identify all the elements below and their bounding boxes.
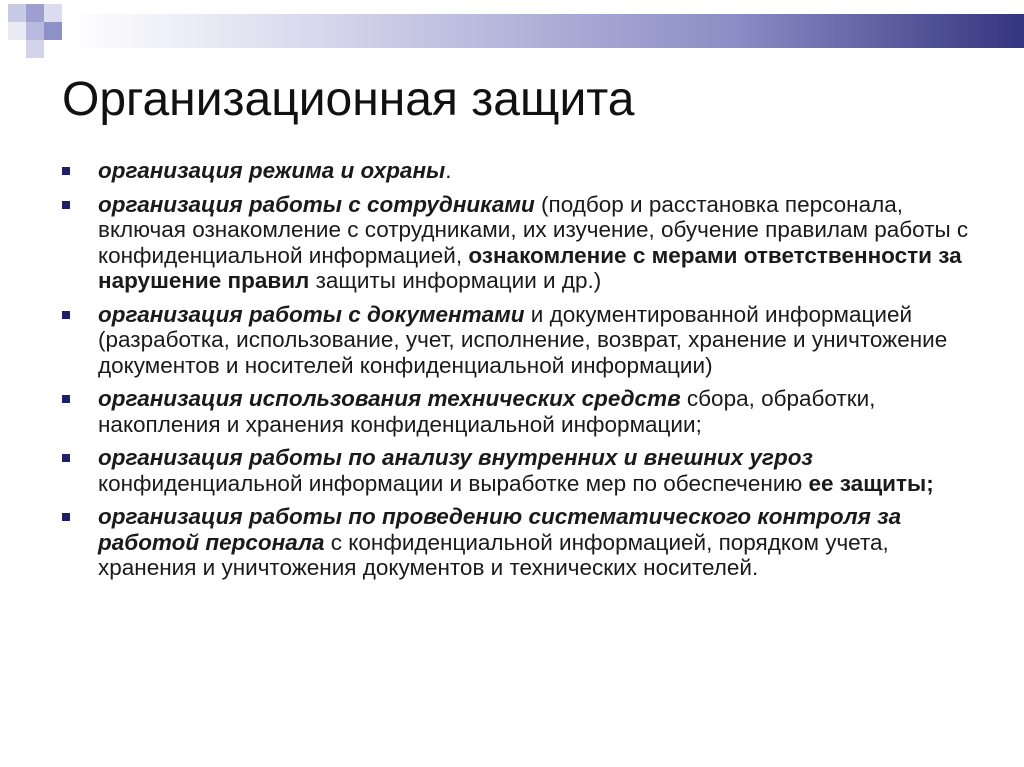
decor-square	[44, 4, 62, 22]
bullet-lead: организация работы по анализу внутренних и внешних угроз	[98, 445, 813, 470]
bullet-item	[60, 386, 980, 437]
bullet-text: .	[445, 158, 452, 183]
bullet-tail: защиты информации и др.)	[309, 268, 602, 293]
bullet-text: конфиденциальной информации и выработке мер по обеспечению	[98, 470, 809, 496]
decor-square	[26, 40, 44, 58]
bullet-text: (подбор и расстановка персонала, включая ознакомление с сотрудниками, их изучение, обучение правилам работы с конфиденциальной информацией,	[98, 191, 969, 268]
decor-square	[8, 4, 26, 22]
square-bullet-icon	[62, 454, 70, 462]
bullet-text: с конфиденциальной информацией, порядком учета, хранения и уничтожения документов и технических носителей.	[98, 529, 889, 580]
decor-square	[44, 22, 62, 40]
bullet-item	[60, 445, 980, 496]
bullet-list	[60, 158, 980, 589]
bullet-lead: организация работы по проведению систематического контроля за работой персонала	[98, 504, 902, 555]
square-bullet-icon	[62, 201, 70, 209]
bullet-item	[60, 192, 980, 294]
bullet-lead: организация использования технических средств	[98, 386, 681, 411]
bullet-lead: организация работы с документами	[98, 301, 525, 327]
square-bullet-icon	[62, 513, 70, 521]
bullet-lead: организация работы с сотрудниками	[98, 191, 535, 217]
bullet-strong: ознакомление с мерами ответственности за нарушение правил	[98, 242, 962, 293]
square-bullet-icon	[62, 311, 70, 319]
bullet-item	[60, 504, 980, 581]
bullet-text: сбора, обработки, накопления и хранения конфиденциальной информации;	[98, 386, 876, 437]
title-decor-band	[70, 14, 1024, 48]
bullet-item	[60, 158, 980, 184]
bullet-lead: организация режима и охраны	[98, 158, 446, 183]
bullet-text: и документированной информацией (разработка, использование, учет, исполнение, возврат, хранение и уничтожение документов и носителей конфиденциальной информации)	[98, 301, 948, 378]
bullet-strong: ее защиты;	[808, 470, 934, 496]
square-bullet-icon	[62, 167, 70, 175]
square-bullet-icon	[62, 395, 70, 403]
decor-square	[8, 22, 26, 40]
slide-title: Организационная защита	[62, 73, 635, 126]
decor-square	[26, 22, 44, 40]
bullet-item	[60, 302, 980, 379]
decor-square	[26, 4, 44, 22]
